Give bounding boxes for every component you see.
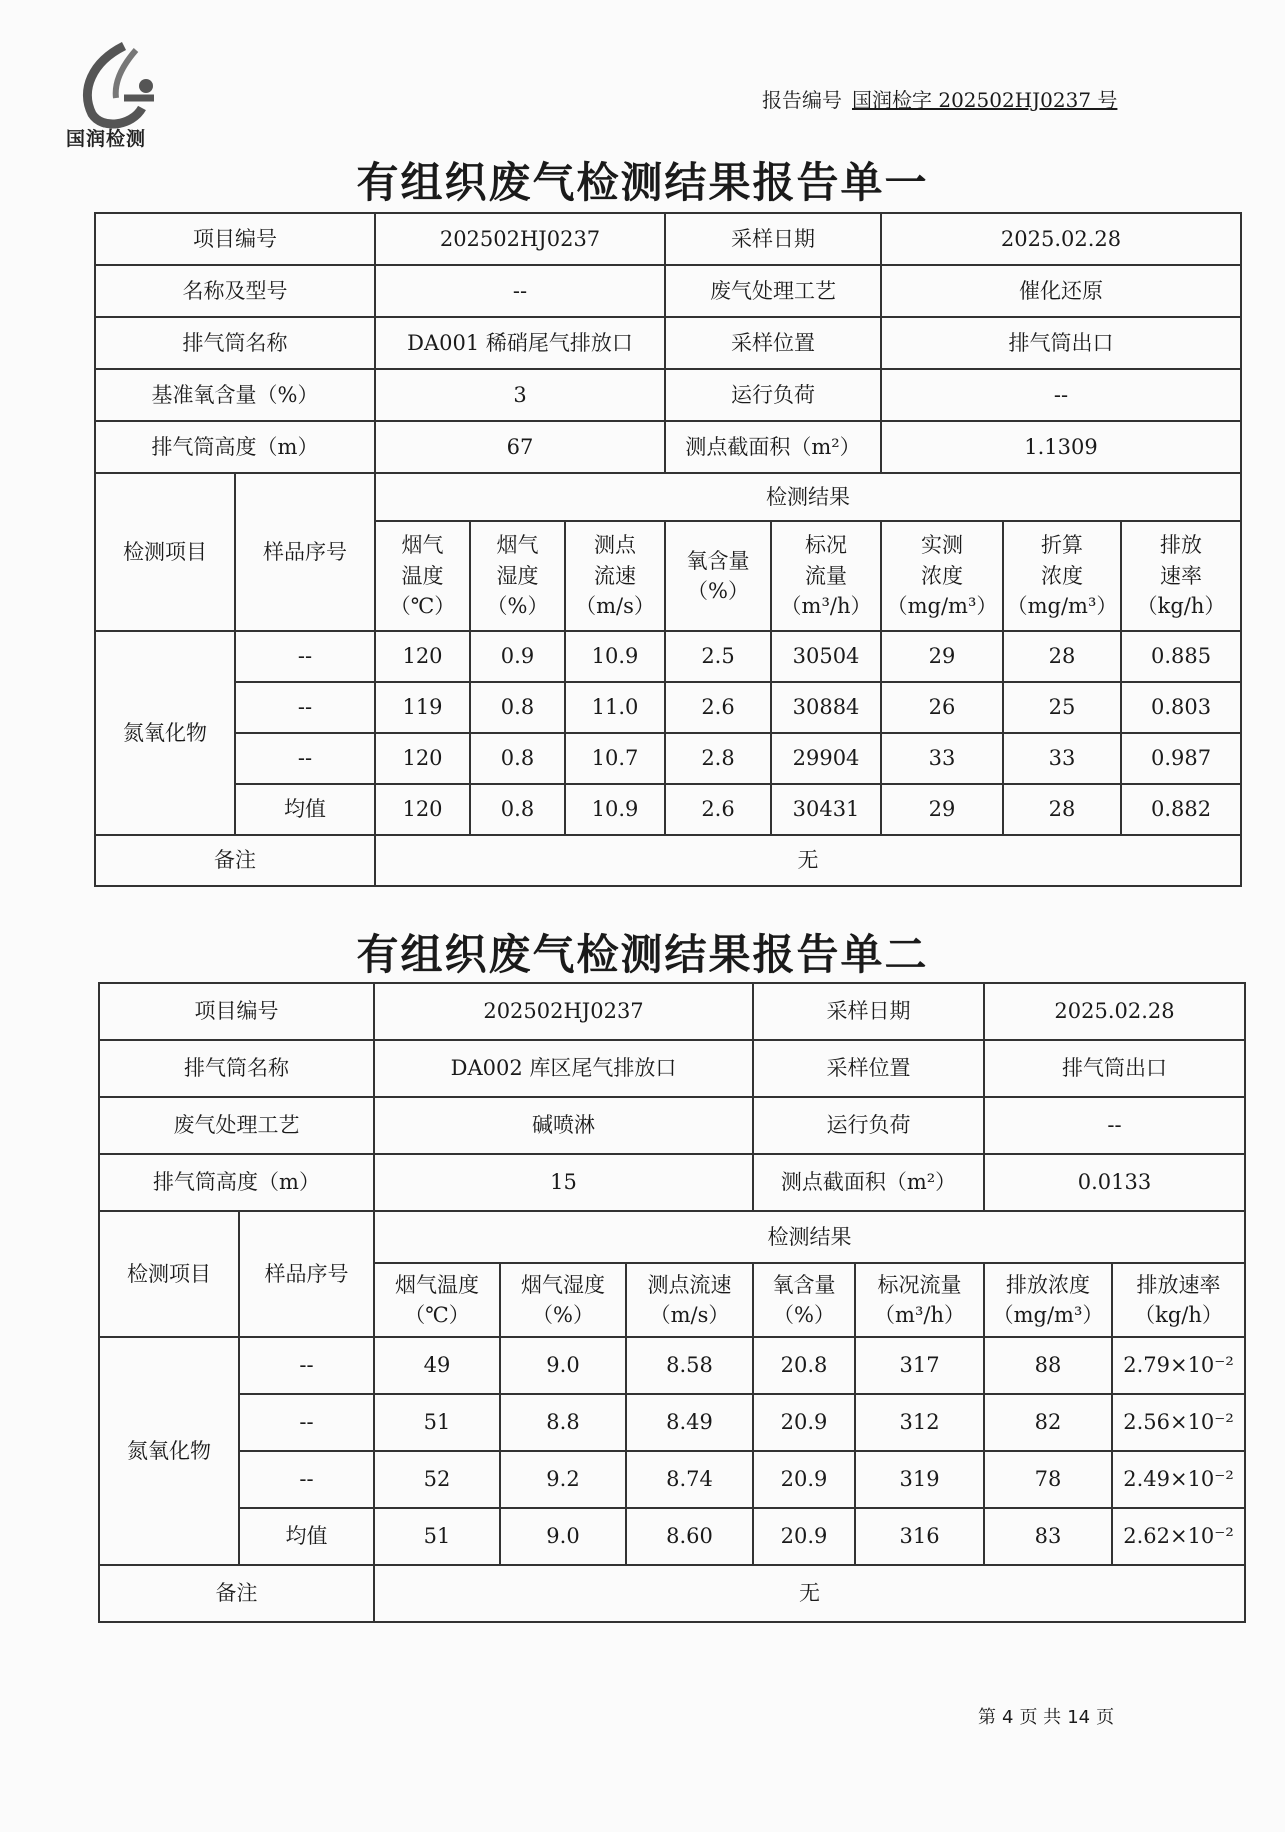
cell: --: [235, 733, 375, 784]
cell: 2.6: [665, 682, 771, 733]
info-label: 排气筒名称: [99, 1040, 374, 1097]
cell: 28: [1003, 631, 1121, 682]
info-label: 采样位置: [753, 1040, 984, 1097]
col-header: 烟气湿度 （%）: [500, 1263, 626, 1337]
info-label: 采样日期: [753, 983, 984, 1040]
cell: 8.49: [626, 1394, 753, 1451]
cell: 2.49×10⁻²: [1112, 1451, 1245, 1508]
cell: 0.885: [1121, 631, 1241, 682]
results-header: 检测结果: [375, 473, 1241, 521]
info-value: 1.1309: [881, 421, 1241, 473]
info-label: 采样位置: [665, 317, 881, 369]
cell: 119: [375, 682, 470, 733]
info-value: 202502HJ0237: [375, 213, 665, 265]
remark-label: 备注: [99, 1565, 374, 1622]
cell: 8.8: [500, 1394, 626, 1451]
cell: 312: [855, 1394, 984, 1451]
col-header: 标况流量 （m³/h）: [855, 1263, 984, 1337]
cell: 9.0: [500, 1508, 626, 1565]
cell: 0.882: [1121, 784, 1241, 835]
cell: 0.8: [470, 682, 565, 733]
info-value: 3: [375, 369, 665, 421]
cell: 9.2: [500, 1451, 626, 1508]
logo-text: 国润检测: [66, 128, 147, 150]
cell: 88: [984, 1337, 1112, 1394]
cell: 均值: [235, 784, 375, 835]
info-label: 采样日期: [665, 213, 881, 265]
info-label: 基准氧含量（%）: [95, 369, 375, 421]
remark-value: 无: [374, 1565, 1245, 1622]
cell: 30431: [771, 784, 881, 835]
info-value: --: [984, 1097, 1245, 1154]
table-row: [95, 733, 1241, 784]
remark-label: 备注: [95, 835, 375, 886]
cell: 29: [881, 631, 1003, 682]
cell: 29904: [771, 733, 881, 784]
cell: 33: [1003, 733, 1121, 784]
col-header: 氧含量 （%）: [665, 521, 771, 631]
cell: 52: [374, 1451, 500, 1508]
col-header: 烟气 湿度 （%）: [470, 521, 565, 631]
cell: 316: [855, 1508, 984, 1565]
cell: 11.0: [565, 682, 665, 733]
info-label: 运行负荷: [665, 369, 881, 421]
report-number: [762, 84, 1117, 113]
cell: 8.74: [626, 1451, 753, 1508]
cell: 10.9: [565, 784, 665, 835]
info-value: DA001 稀硝尾气排放口: [375, 317, 665, 369]
col-header: 实测 浓度 （mg/m³）: [881, 521, 1003, 631]
info-label: 排气筒高度（m）: [95, 421, 375, 473]
cell: 2.5: [665, 631, 771, 682]
table-row: [99, 1394, 1245, 1451]
cell: 0.987: [1121, 733, 1241, 784]
info-value: --: [881, 369, 1241, 421]
table-row: [95, 784, 1241, 835]
cell: 83: [984, 1508, 1112, 1565]
cell: 78: [984, 1451, 1112, 1508]
cell: 20.9: [753, 1508, 855, 1565]
col-header: 烟气温度 （℃）: [374, 1263, 500, 1337]
cell: --: [239, 1451, 374, 1508]
cell: 2.56×10⁻²: [1112, 1394, 1245, 1451]
page-total: 14: [1067, 1707, 1091, 1728]
info-value: 催化还原: [881, 265, 1241, 317]
table-row: [95, 631, 1241, 682]
cell: 2.79×10⁻²: [1112, 1337, 1245, 1394]
cell: 29: [881, 784, 1003, 835]
col-header: 排放速率 （kg/h）: [1112, 1263, 1245, 1337]
sheet2-table: [98, 982, 1246, 1623]
info-value: 15: [374, 1154, 753, 1211]
report-number-label: 报告编号: [762, 88, 842, 112]
info-label: 排气筒高度（m）: [99, 1154, 374, 1211]
page-label: 页: [1096, 1707, 1115, 1728]
col-header: 氧含量 （%）: [753, 1263, 855, 1337]
cell: 51: [374, 1394, 500, 1451]
cell: 20.9: [753, 1451, 855, 1508]
col-header: 排放浓度 （mg/m³）: [984, 1263, 1112, 1337]
info-label: 排气筒名称: [95, 317, 375, 369]
col-header-sample: 样品序号: [235, 473, 375, 631]
cell: --: [239, 1394, 374, 1451]
sheet1-table: [94, 212, 1242, 887]
cell: 30504: [771, 631, 881, 682]
col-header: 标况 流量 （m³/h）: [771, 521, 881, 631]
table-row: [95, 682, 1241, 733]
cell: --: [235, 631, 375, 682]
info-value: 碱喷淋: [374, 1097, 753, 1154]
cell: 0.8: [470, 784, 565, 835]
info-label: 测点截面积（m²）: [665, 421, 881, 473]
info-label: 废气处理工艺: [665, 265, 881, 317]
cell: 28: [1003, 784, 1121, 835]
sheet2-title: 有组织废气检测结果报告单二: [356, 930, 929, 979]
info-label: 名称及型号: [95, 265, 375, 317]
info-value: 67: [375, 421, 665, 473]
page-footer: [975, 1703, 1117, 1729]
col-header: 测点流速 （m/s）: [626, 1263, 753, 1337]
cell: 8.60: [626, 1508, 753, 1565]
results-header: 检测结果: [374, 1211, 1245, 1263]
col-header-item: 检测项目: [99, 1211, 239, 1337]
col-header: 烟气 温度 （℃）: [375, 521, 470, 631]
info-label: 测点截面积（m²）: [753, 1154, 984, 1211]
info-value: 排气筒出口: [984, 1040, 1245, 1097]
info-value: 排气筒出口: [881, 317, 1241, 369]
info-label: 项目编号: [99, 983, 374, 1040]
col-header: 折算 浓度 （mg/m³）: [1003, 521, 1121, 631]
page-label: 第: [978, 1707, 996, 1728]
cell: 30884: [771, 682, 881, 733]
col-header-item: 检测项目: [95, 473, 235, 631]
cell: 25: [1003, 682, 1121, 733]
cell: 317: [855, 1337, 984, 1394]
info-label: 项目编号: [95, 213, 375, 265]
cell: 82: [984, 1394, 1112, 1451]
cell: 0.803: [1121, 682, 1241, 733]
page-current: 4: [1002, 1707, 1014, 1728]
cell: 51: [374, 1508, 500, 1565]
info-value: 2025.02.28: [881, 213, 1241, 265]
table-row: [99, 1451, 1245, 1508]
cell: 120: [375, 784, 470, 835]
cell: 0.8: [470, 733, 565, 784]
report-number-value: 国润检字 202502HJ0237 号: [852, 88, 1118, 112]
info-value: 2025.02.28: [984, 983, 1245, 1040]
cell: 2.8: [665, 733, 771, 784]
info-value: 0.0133: [984, 1154, 1245, 1211]
info-value: --: [375, 265, 665, 317]
cell: 319: [855, 1451, 984, 1508]
cell: 120: [375, 631, 470, 682]
cell: 均值: [239, 1508, 374, 1565]
info-value: DA002 库区尾气排放口: [374, 1040, 753, 1097]
remark-value: 无: [375, 835, 1241, 886]
cell: 9.0: [500, 1337, 626, 1394]
cell: --: [235, 682, 375, 733]
cell: 0.9: [470, 631, 565, 682]
cell: 20.9: [753, 1394, 855, 1451]
cell: 49: [374, 1337, 500, 1394]
info-label: 运行负荷: [753, 1097, 984, 1154]
cell: --: [239, 1337, 374, 1394]
col-header: 排放 速率 （kg/h）: [1121, 521, 1241, 631]
item-name: 氮氧化物: [99, 1337, 239, 1565]
cell: 26: [881, 682, 1003, 733]
item-name: 氮氧化物: [95, 631, 235, 835]
cell: 33: [881, 733, 1003, 784]
cell: 120: [375, 733, 470, 784]
cell: 2.6: [665, 784, 771, 835]
table-row: [99, 1508, 1245, 1565]
col-header-sample: 样品序号: [239, 1211, 374, 1337]
page-label: 页 共: [1019, 1707, 1062, 1728]
table-row: [99, 1337, 1245, 1394]
cell: 8.58: [626, 1337, 753, 1394]
cell: 2.62×10⁻²: [1112, 1508, 1245, 1565]
info-label: 废气处理工艺: [99, 1097, 374, 1154]
cell: 10.9: [565, 631, 665, 682]
cell: 20.8: [753, 1337, 855, 1394]
cell: 10.7: [565, 733, 665, 784]
sheet1-title: 有组织废气检测结果报告单一: [356, 158, 929, 207]
col-header: 测点 流速 （m/s）: [565, 521, 665, 631]
info-value: 202502HJ0237: [374, 983, 753, 1040]
